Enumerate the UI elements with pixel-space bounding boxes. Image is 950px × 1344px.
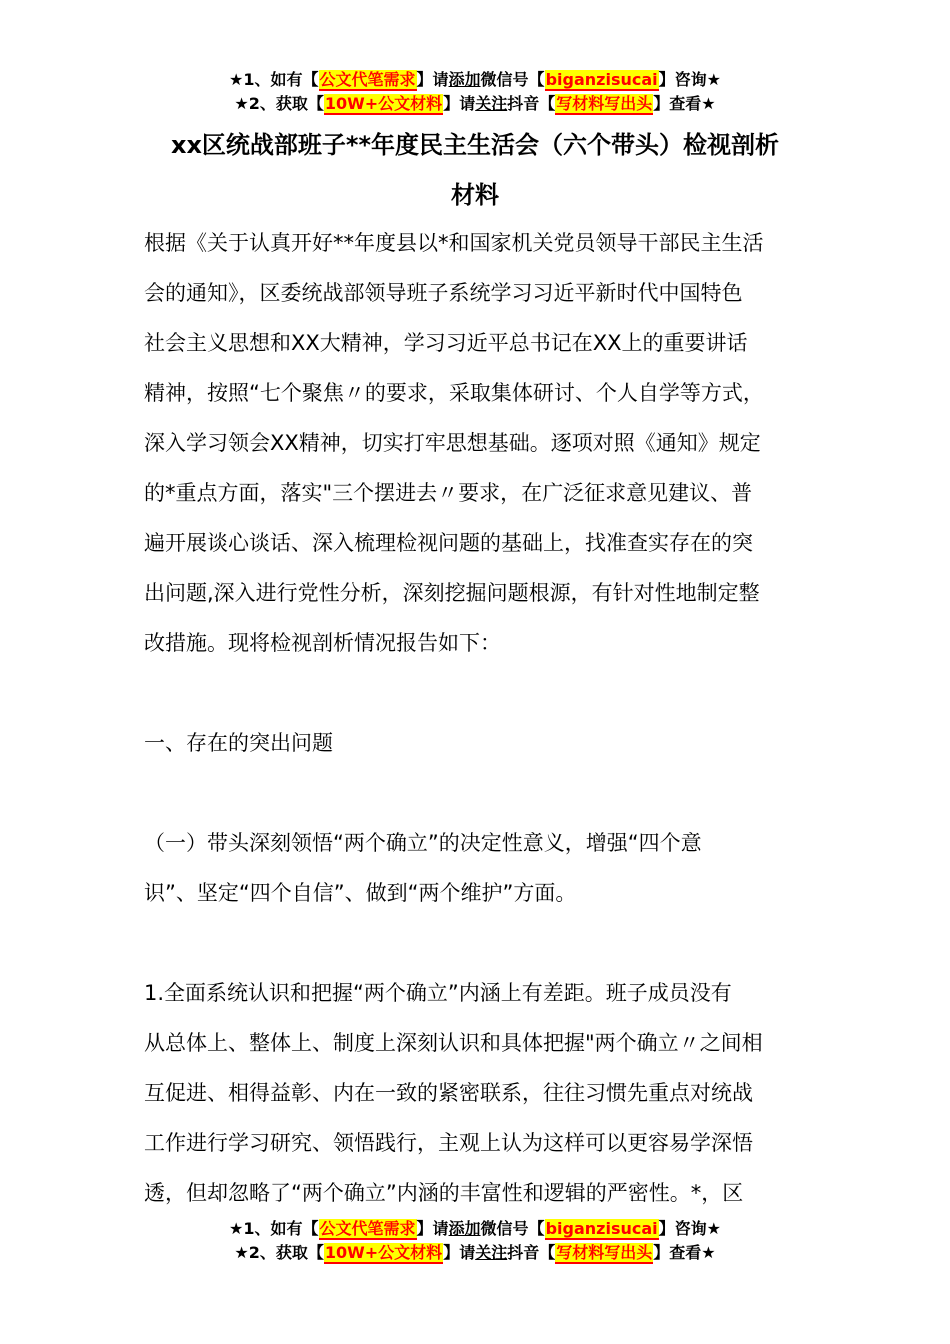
body-line: 互促进、相得益彰、内在一致的紧密联系，往往习惯先重点对统战 (144, 1081, 753, 1105)
banner-text: 】咨询★ (658, 70, 721, 89)
body-line: 的*重点方面，落实"三个摆进去〃要求，在广泛征求意见建议、普 (144, 481, 753, 505)
banner-text: 微信号【 (480, 1219, 545, 1238)
highlight-wechat-id: biganzisucai (545, 70, 658, 89)
highlight-materials: 10W+公文材料 (324, 1243, 443, 1262)
banner-text: 添加 (448, 70, 481, 89)
section-heading: 一、存在的突出问题 (144, 731, 333, 755)
body-line: 精神，按照“七个聚焦〃的要求，采取集体研讨、个人自学等方式， (144, 381, 764, 405)
banner-text: 微信号【 (480, 70, 545, 89)
highlight-service: 公文代笔需求 (319, 70, 416, 89)
body-line: 从总体上、整体上、制度上深刻认识和具体把握"两个确立〃之间相 (144, 1031, 763, 1055)
document-title: xx区统战部班子**年度民主生活会（六个带头）检视剖析 (170, 131, 780, 159)
subsection-heading: （一）带头深刻领悟“两个确立”的决定性意义，增强“四个意 (144, 831, 702, 855)
banner-text: 添加 (448, 1219, 481, 1238)
highlight-service: 公文代笔需求 (319, 1219, 416, 1238)
subsection-heading: 识”、坚定“四个自信”、做到“两个维护”方面。 (144, 881, 577, 905)
banner-line-1 (0, 1217, 950, 1241)
body-line: 出问题,深入进行党性分析，深刻挖掘问题根源，有针对性地制定整 (144, 581, 760, 605)
document-title-continued: 材料 (451, 181, 499, 209)
footer-banner (0, 1217, 950, 1265)
banner-text: 关注 (475, 1243, 508, 1262)
banner-line-1 (0, 68, 950, 92)
banner-text: 】查看★ (653, 1243, 716, 1262)
body-line: 社会主义思想和XX大精神，学习习近平总书记在XX上的重要讲话 (144, 331, 748, 355)
body-line: 会的通知》，区委统战部领导班子系统学习习近平新时代中国特色 (144, 281, 743, 305)
banner-text: ★1、如有【 (229, 70, 319, 89)
body-line: 工作进行学习研究、领悟践行，主观上认为这样可以更容易学深悟 (144, 1131, 753, 1155)
highlight-wechat-id: biganzisucai (545, 1219, 658, 1238)
highlight-douyin: 写材料写出头 (556, 1243, 653, 1262)
banner-text: 关注 (475, 94, 508, 113)
body-line: 改措施。现将检视剖析情况报告如下： (144, 631, 501, 655)
banner-text: 】请 (416, 1219, 449, 1238)
highlight-douyin: 写材料写出头 (556, 94, 653, 113)
banner-line-2 (0, 92, 950, 116)
banner-text: ★1、如有【 (229, 1219, 319, 1238)
banner-text: 抖音【 (507, 94, 556, 113)
banner-text: ★2、获取【 (234, 94, 324, 113)
blank-line (144, 668, 834, 718)
body-line: 透，但却忽略了“两个确立”内涵的丰富性和逻辑的严密性。*，区 (144, 1181, 744, 1205)
banner-text: 】请 (443, 1243, 476, 1262)
banner-line-2 (0, 1241, 950, 1265)
body-line: 1.全面系统认识和把握“两个确立”内涵上有差距。班子成员没有 (144, 981, 732, 1005)
header-banner (0, 68, 950, 116)
highlight-materials: 10W+公文材料 (324, 94, 443, 113)
body-line: 深入学习领会XX精神，切实打牢思想基础。逐项对照《通知》规定 (144, 431, 761, 455)
body-line: 遍开展谈心谈话、深入梳理检视问题的基础上，找准查实存在的突 (144, 531, 753, 555)
blank-line (144, 918, 834, 968)
banner-text: 抖音【 (507, 1243, 556, 1262)
blank-line (144, 768, 834, 818)
banner-text: 】查看★ (653, 94, 716, 113)
banner-text: ★2、获取【 (234, 1243, 324, 1262)
body-line: 根据《关于认真开好**年度县以*和国家机关党员领导干部民主生活 (144, 231, 764, 255)
banner-text: 】请 (443, 94, 476, 113)
banner-text: 】咨询★ (658, 1219, 721, 1238)
document-body (144, 218, 834, 1218)
banner-text: 】请 (416, 70, 449, 89)
